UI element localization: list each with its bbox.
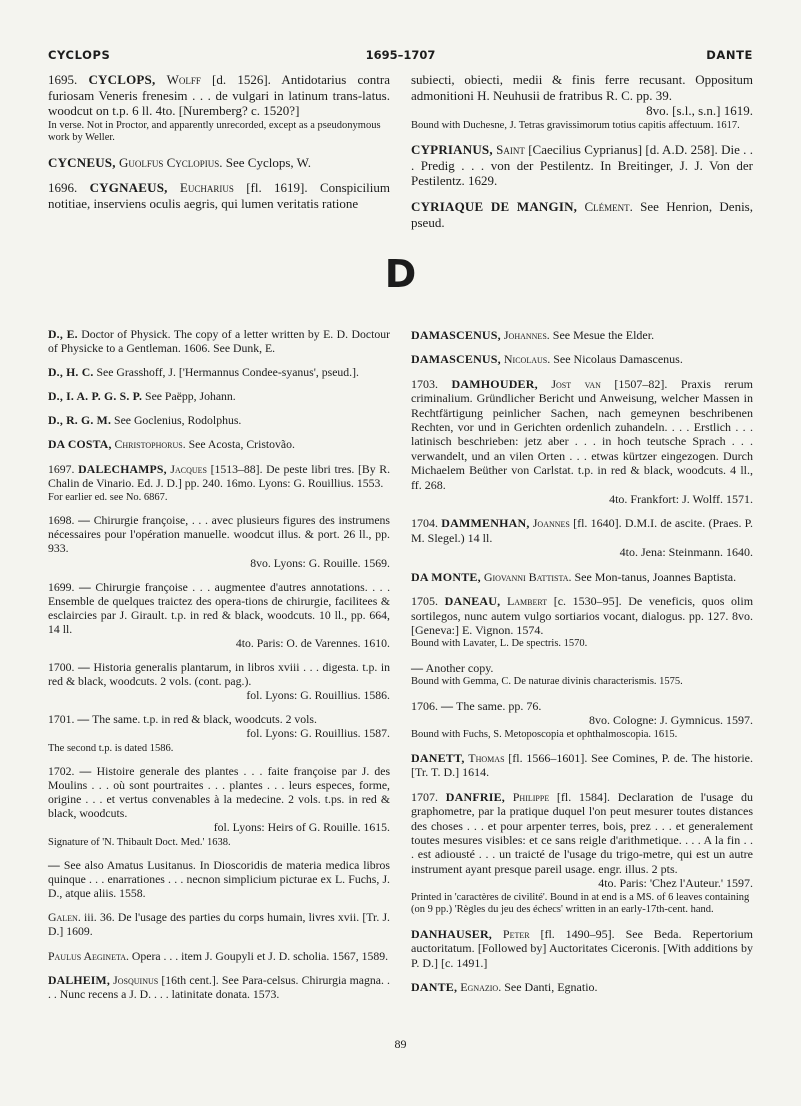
entry-text: [16th cent.]. See Para-celsus. Chirurgia magna. . . . Nunc recens a J. D. . . . latinitate donata. 1573. (48, 973, 390, 1001)
entry-headword: — (48, 859, 60, 873)
catalogue-entry (48, 463, 390, 505)
entry-imprint: 4to. Paris: O. de Varennes. 1610. (235, 637, 390, 650)
entry-headword: CYPRIANUS, (411, 142, 493, 158)
entry-note: Bound with Lavater, L. De spectris. 1570. (411, 638, 588, 650)
entry-number: 1704. (411, 516, 438, 531)
entry-forename: Jacques (170, 462, 207, 476)
entry-headword: DAMHOUDER, (451, 376, 538, 391)
entry-note: For earlier ed. see No. 6867. (48, 491, 168, 503)
entry-headword: CYCNEUS, (48, 154, 116, 170)
top-right-column (411, 72, 753, 240)
entry-number: 1695. (48, 72, 78, 87)
catalogue-entry (411, 980, 753, 994)
entry-text: See Nicolaus Damascenus. (550, 352, 683, 367)
entry-text: [d. 1526]. Antidotarius contra furiosam Veneris frenesim . . . de vulgari in latinum trans-latus. woodcut on t.p. 6 ll. 4to. [Nuremberg? c. 1520?] (48, 72, 391, 119)
entry-text: Historia generalis plantarum, in libros xviii . . . digesta. t.p. in red & black, woodcuts. 2 vols. (cont. pag.). (48, 661, 391, 689)
entry-headword: CYGNAEUS, (89, 180, 168, 196)
left-column (48, 328, 390, 1012)
entry-text: subiecti, obiecti, medii & finis ferre recusant. Oppositum admonitioni H. Neuhusii de fratribus R. C. pp. 39. (411, 72, 753, 103)
entry-forename: Galen. (48, 911, 81, 925)
catalogue-entry (48, 713, 390, 755)
entry-number: 1706. (411, 698, 438, 713)
running-head-right: DANTE (706, 48, 753, 62)
entry-note: Bound with Fuchs, S. Metoposcopia et ophthalmoscopia. 1615. (411, 728, 678, 740)
entry-note: Bound with Gemma, C. De naturae divinis characterismis. 1575. (411, 676, 683, 688)
entry-forename: Jost van (551, 376, 601, 391)
entry-forename: Eucharius (179, 180, 234, 196)
entry-headword: DA MONTE, (411, 569, 481, 584)
entry-forename: Guolfus Cyclopius. (118, 154, 223, 170)
entry-imprint: 4to. Paris: 'Chez l'Auteur.' 1597. (598, 876, 753, 891)
entry-note: Printed in 'caractères de civilité'. Bound in at end is a MS. of 6 leaves containing (on 9 pp.) 'Règles du jeu des échecs' written in an early-17th-cent. hand. (411, 891, 750, 916)
catalogue-entry (411, 516, 753, 559)
entry-headword: D., H. C. (48, 366, 94, 380)
entry-number: 1701. (48, 713, 75, 727)
entry-forename: Thomas (468, 751, 505, 766)
entry-headword: — (78, 514, 91, 528)
catalogue-entry (48, 581, 390, 651)
entry-text: [fl. 1584]. Declaration de l'usage du graphometre, par la pratique duquel l'on peut mesurer toutes distances des choses . . . et pour arpenter terres, bois, prez . . . et generalement toutes mesures visibles: et ce sans reigle d'arithmetique. . . . A la fin . . . est adiousté . . . un traicté de l'usage du trigo-metre, qui est un autre instrument ayant presque pareil usage. engr. illus. 2 pts. (411, 789, 754, 876)
catalogue-entry (48, 366, 390, 380)
catalogue-entry (48, 859, 390, 901)
entry-text: See Mon-tanus, Joannes Baptista. (571, 569, 737, 584)
entry-forename: Giovanni Battista. (483, 569, 572, 584)
entry-headword: DAMMENHAN, (441, 516, 530, 531)
catalogue-entry (411, 699, 753, 741)
entry-headword: — (79, 765, 92, 779)
entry-imprint: 4to. Frankfort: J. Wolff. 1571. (609, 492, 753, 507)
entry-headword: D., R. G. M. (48, 414, 112, 428)
entry-text: [fl. 1640]. D.M.I. de ascite. (Praes. P. M. Slegel.) 14 ll. (411, 516, 754, 545)
entry-headword: D., I. A. P. G. S. P. (48, 390, 143, 404)
entry-text: See Henrion, Denis, pseud. (411, 199, 753, 230)
catalogue-entry (411, 142, 753, 189)
entry-text: See Cyclops, W. (222, 154, 312, 170)
right-column (411, 328, 753, 1004)
entry-headword: DAMASCENUS, (411, 352, 501, 367)
entry-headword: D., E. (48, 328, 78, 341)
entry-text: Chirurgie françoise . . . augmentee d'autres annotations. . . . Ensemble de quelques traictez des opera-tions de chirurgie, facilitees & esclaircies par J. Girault. t.p. in red & black, woodcuts. 10 ll., pp. 664, 14 ll. (48, 580, 391, 636)
catalogue-entry (48, 438, 390, 452)
entry-imprint: 8vo. Lyons: G. Rouille. 1569. (250, 556, 390, 570)
entry-forename: Nicolaus. (503, 352, 551, 367)
entry-text: [1513–88]. De peste libri tres. [By R. Chalin de Vinario. Ed. J. D.] pp. 240. 16mo. Lyons: G. Rouillius. 1553. (48, 462, 391, 490)
entry-number: 1703. (411, 376, 438, 391)
entry-headword: — (411, 660, 424, 675)
running-head-left: CYCLOPS (48, 48, 111, 62)
page-number: 89 (394, 1037, 407, 1051)
entry-headword: DANTE, (411, 979, 458, 994)
entry-text: iii. 36. De l'usage des parties du corps humain, livres xvii. [Tr. J. D.] 1609. (48, 911, 390, 939)
entry-forename: Saint (496, 142, 525, 158)
entry-headword: — (78, 661, 90, 675)
entry-text: [fl. 1619]. Conspicilium notitiae, inserviens oculis aegris, qui lumen veritatis ratione (48, 180, 390, 211)
top-left-column (48, 72, 390, 222)
entry-number: 1707. (411, 789, 438, 804)
entry-headword: CYRIAQUE DE MANGIN, (411, 199, 578, 215)
entry-text: The same. t.p. in red & black, woodcuts. 2 vols. (92, 713, 317, 727)
entry-forename: Josquinus (113, 973, 159, 987)
entry-text: The same. pp. 76. (456, 698, 542, 713)
section-letter: D (384, 252, 417, 296)
entry-forename: Johannes. (503, 328, 550, 342)
catalogue-entry (411, 199, 753, 230)
catalogue-entry (411, 790, 753, 917)
entry-note: Signature of 'N. Thibault Doct. Med.' 1638. (48, 836, 231, 848)
catalogue-entry (411, 927, 753, 970)
running-head (48, 48, 753, 64)
catalogue-entry (48, 661, 390, 703)
catalogue-entry (411, 594, 753, 651)
entry-text: [1507–82]. Praxis rerum criminalium. Gründlicher Bericht und Anweisung, welcher Massen in Rechtfärtigung peinlicher Sachen, nach gemeynen beschribenen Rechten, vor und in Gerichten ordenlich zuhandeln. . . . Erstlich . . . latinisch beschrieben: jetz aber . . . in hoch teutsche Sprach . . . verwandelt, und an vilen Orten . . . etwas kürtzer eingezogen. Durch Michaelem Beüther von Carlstat. t.p. in red & black, woodcuts. 4 ll., ff. 268. (411, 376, 754, 492)
entry-headword: DANEAU, (444, 594, 501, 609)
entry-text: [fl. 1566–1601]. See Comines, P. de. The historie. [Tr. T. D.] 1614. (411, 751, 754, 780)
entry-number: 1699. (48, 580, 75, 594)
entry-headword: DANETT, (411, 751, 465, 766)
catalogue-entry (48, 911, 390, 939)
entry-imprint: 8vo. Cologne: J. Gymnicus. 1597. (589, 713, 753, 728)
entry-text: See Danti, Egnatio. (501, 979, 598, 994)
entry-imprint: fol. Lyons: Heirs of G. Rouille. 1615. (213, 821, 390, 835)
entry-text: Histoire generale des plantes . . . faite françoise par J. des Moulins . . . où sont pourtraites . . . plantes . . . leurs especes, forme, origine . . . et vertus convenables à la medecine. 2 vols. t.ps. in red & black, woodcuts. (48, 765, 391, 821)
catalogue-entry (411, 72, 753, 132)
entry-text: [fl. 1490–95]. See Beda. Repertorium auctoritatum. [Followed by] Auctoritates Ciceronis. [With additions by P. D.] [c. 1491.] (411, 926, 753, 970)
entry-number: 1696. (48, 180, 78, 196)
entry-text: Chirurgie françoise, . . . avec plusieurs figures des instrumens nécessaires pour l'opération manuelle. woodcut illus. & port. 26 ll., pp. 933. (48, 514, 391, 556)
entry-number: 1700. (48, 661, 75, 675)
entry-imprint: fol. Lyons: G. Rouillius. 1586. (246, 689, 390, 703)
entry-number: 1698. (48, 514, 75, 528)
entry-headword: — (77, 713, 90, 727)
entry-number: 1705. (411, 594, 438, 609)
entry-forename: Egnazio. (460, 979, 502, 994)
entry-headword: DANHAUSER, (411, 926, 493, 941)
entry-text: See also Amatus Lusitanus. In Dioscoridis de materia medica libros quinque . . . enarrationes . . . necnon simplicium picturae ex L. Fuchs, J. D., atque aliis. 1558. (48, 859, 391, 901)
entry-text: Another copy. (425, 660, 494, 675)
entry-headword: — (78, 580, 91, 594)
catalogue-entry (48, 72, 390, 145)
catalogue-entry (411, 352, 753, 366)
entry-forename: Peter (502, 926, 530, 941)
entry-number: 1697. (48, 462, 75, 476)
entry-imprint: fol. Lyons: G. Rouillius. 1587. (246, 727, 390, 741)
catalogue-entry (48, 180, 390, 211)
entry-headword: DA COSTA, (48, 438, 112, 452)
catalogue-entry (48, 514, 390, 570)
entry-headword: DALHEIM, (48, 973, 110, 987)
entry-headword: DALECHAMPS, (78, 462, 167, 476)
running-head-center: 1695–1707 (365, 48, 436, 62)
catalogue-entry (48, 155, 390, 171)
entry-note: The second t.p. is dated 1586. (48, 742, 174, 754)
entry-text: See Grasshoff, J. ['Hermannus Condee-syanus', pseud.]. (96, 366, 359, 380)
entry-headword: — (441, 698, 454, 713)
entry-text: See Mesue the Elder. (549, 328, 655, 342)
entry-text: See Paëpp, Johann. (145, 390, 236, 404)
catalogue-entry (411, 328, 753, 342)
entry-number: 1702. (48, 765, 75, 779)
entry-note: Bound with Duchesne, J. Tetras gravissimorum totius capitis affectuum. 1617. (411, 119, 740, 131)
entry-forename: Clément. (584, 199, 633, 215)
catalogue-entry (48, 950, 390, 964)
entry-text: Opera . . . item J. Goupyli et J. D. scholia. 1567, 1589. (128, 949, 389, 963)
catalogue-entry (411, 661, 753, 689)
catalogue-entry (48, 765, 390, 849)
entry-forename: Paulus Aegineta. (48, 949, 129, 963)
catalogue-entry (411, 570, 753, 584)
entry-headword: CYCLOPS, (88, 72, 156, 87)
entry-forename: Philippe (512, 789, 550, 804)
entry-forename: Joannes (532, 516, 570, 531)
catalogue-entry (411, 751, 753, 780)
entry-text: [c. 1530–95]. De veneficis, quos olim sortilegos, nunc autem vulgo sortiarios vocant, dialogus. pp. 127. 8vo. [Geneva:] E. Vignon. 1574. (411, 594, 754, 637)
entry-text: Doctor of Physick. The copy of a letter written by E. D. Doctour of Physicke to a Gentleman. 1606. See Dunk, E. (48, 328, 390, 356)
entry-imprint: 4to. Jena: Steinmann. 1640. (619, 545, 753, 560)
entry-text: See Goclenius, Rodolphus. (114, 414, 242, 428)
entry-text: [Caecilius Cyprianus] [d. A.D. 258]. Die . . . Predig . . . von der Pestilentz. In Breitinger, J. J. Von der Pestilentz. 1629. (411, 142, 754, 189)
catalogue-entry (48, 414, 390, 428)
catalogue-entry (48, 328, 390, 356)
entry-headword: DAMASCENUS, (411, 328, 501, 342)
entry-forename: Christophorus. (114, 438, 186, 452)
entry-note: In verse. Not in Proctor, and apparently unrecorded, except as a pseudonymous work by Weller. (48, 119, 381, 144)
entry-headword: DANFRIE, (445, 789, 506, 804)
entry-imprint: 8vo. [s.l., s.n.] 1619. (646, 103, 753, 119)
entry-forename: Wolff (166, 72, 201, 87)
catalogue-entry (411, 377, 753, 507)
catalogue-entry (48, 974, 390, 1002)
entry-text: See Acosta, Cristovão. (185, 438, 295, 452)
catalogue-entry (48, 390, 390, 404)
entry-forename: Lambert (506, 594, 548, 609)
